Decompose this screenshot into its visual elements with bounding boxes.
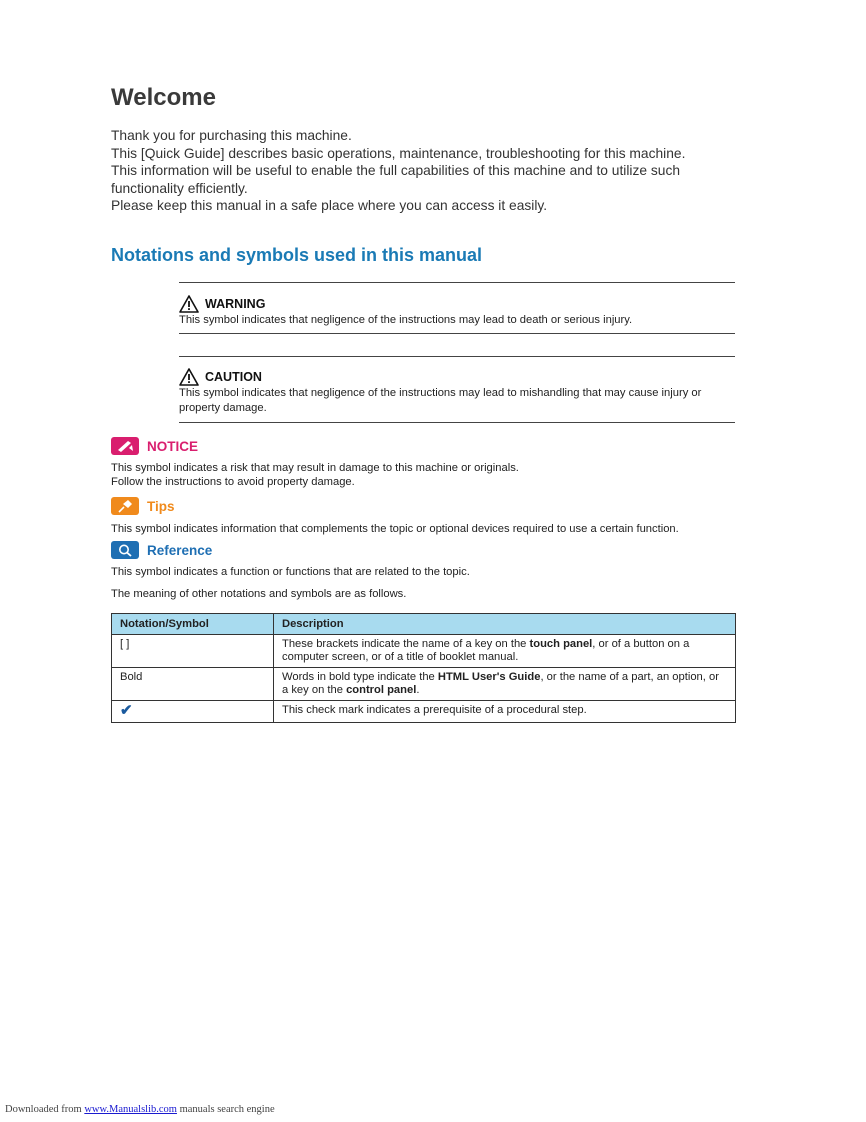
notice-icon [111,437,139,455]
footer-prefix: Downloaded from [5,1104,85,1115]
notice-line: This symbol indicates a risk that may result in damage to this machine or originals. [111,462,519,474]
reference-label: Reference [147,542,213,558]
table-header-cell: Notation/Symbol [112,614,274,635]
warning-label: WARNING [205,297,266,311]
tips-label: Tips [147,498,175,514]
notice-label: NOTICE [147,438,199,454]
table-cell-symbol [112,701,274,723]
footer-suffix: manuals search engine [176,1104,275,1115]
table-cell-description: These brackets indicate the name of a key on the touch panel, or of a button on a computer screen, or of a title of booklet manual. [274,635,736,668]
table-row [112,668,736,701]
footer [5,1104,275,1115]
reference-text: This symbol indicates a function or functions that are related to the topic. [111,566,470,578]
table-cell-symbol: Bold [112,668,274,701]
table-cell-description: This check mark indicates a prerequisite of a procedural step. [274,701,736,723]
warning-text: This symbol indicates that negligence of the instructions may lead to death or serious injury. [179,314,633,326]
intro-line: Thank you for purchasing this machine. [111,128,352,143]
notice-line: Follow the instructions to avoid property damage. [111,476,355,488]
warning-triangle-icon [179,295,199,313]
notice-text [111,461,741,489]
manualslib-link[interactable]: www.Manualslib.com [84,1104,177,1115]
warning-title [179,295,265,313]
table-header-row [112,614,736,635]
caution-triangle-icon [179,368,199,386]
intro-line: This information will be useful to enable the full capabilities of this machine and to utilize such functionality efficiently. [111,163,681,196]
table-header-cell: Description [274,614,736,635]
check-mark-icon: ✔ [120,702,133,719]
caution-text: This symbol indicates that negligence of the instructions may lead to mishandling that may cause injury or property damage. [179,387,702,414]
intro-line: Please keep this manual in a safe place where you can access it easily. [111,198,548,213]
divider [179,282,735,283]
reference-heading [111,541,212,559]
meaning-text: The meaning of other notations and symbols are as follows. [111,588,407,600]
divider [179,422,735,423]
tips-text: This symbol indicates information that complements the topic or optional devices required to use a certain function. [111,523,679,535]
magnifier-icon [111,541,139,559]
table-row [112,701,736,723]
caution-title [179,368,262,386]
notation-table [111,613,736,723]
intro-text [111,127,741,215]
table-cell-description: Words in bold type indicate the HTML User's Guide, or the name of a part, an option, or a key on the control panel. [274,668,736,701]
tips-heading [111,497,175,515]
table-row [112,635,736,668]
divider [179,356,735,357]
divider [179,333,735,334]
page-title: Welcome [111,84,216,111]
section-heading: Notations and symbols used in this manual [111,245,483,265]
table-cell-symbol: [ ] [112,635,274,668]
pin-icon [111,497,139,515]
intro-line: This [Quick Guide] describes basic operations, maintenance, troubleshooting for this machine. [111,145,686,161]
caution-label: CAUTION [205,370,262,384]
notice-heading [111,437,198,455]
